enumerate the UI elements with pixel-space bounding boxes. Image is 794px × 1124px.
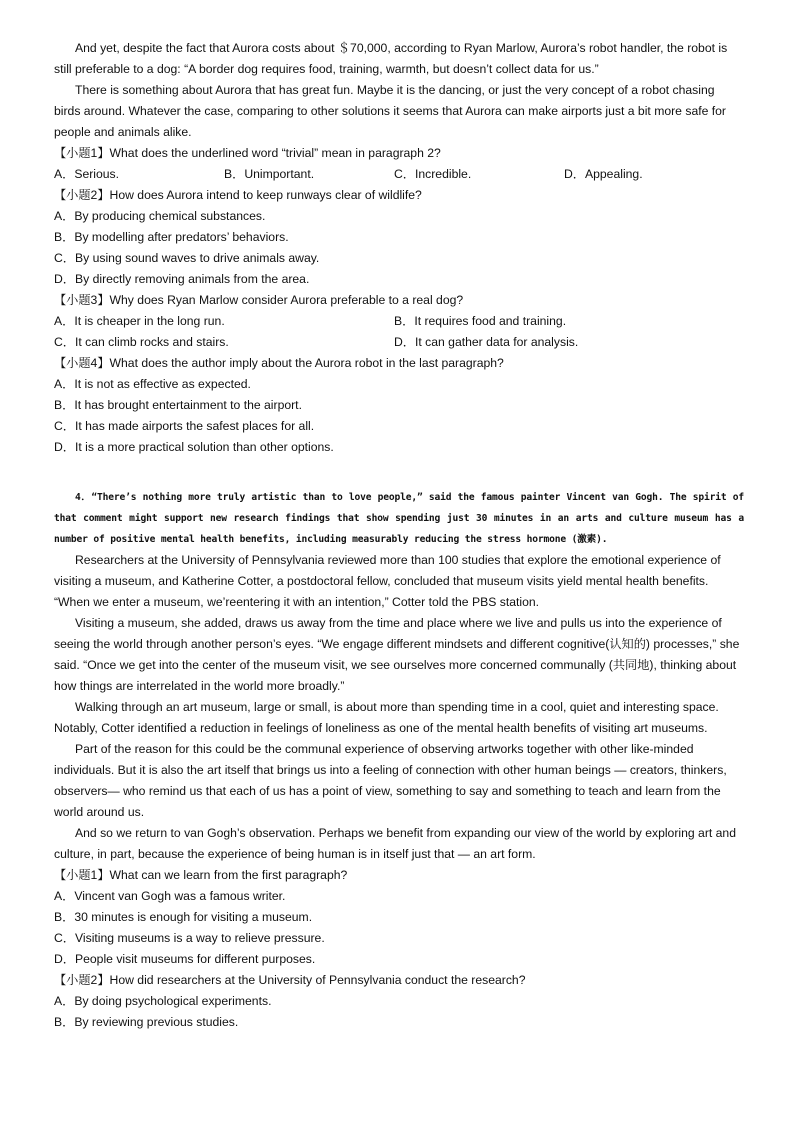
option-c: C．Visiting museums is a way to relieve pressure. [54, 931, 325, 945]
question-options [54, 311, 744, 332]
option-b: B．It requires food and training. [394, 314, 567, 328]
passage-4-paragraph: And so we return to van Gogh’s observation. Perhaps we benefit from expanding our view of the world by exploring art and culture, in part, because the experience of being human is in itself just that — an art form. [54, 826, 736, 861]
option-c: C．It can climb rocks and stairs. [54, 335, 229, 349]
option-b: B．30 minutes is enough for visiting a museum. [54, 910, 313, 924]
option-c: C．It has made airports the safest places for all. [54, 419, 315, 433]
passage-3-paragraph: There is something about Aurora that has great fun. Maybe it is the dancing, or just the very concept of a robot chasing birds around. Whatever the case, comparing to other solutions it seems that Aurora can make airports just a bit more safe for people and animals alike. [54, 83, 726, 139]
option-c: C．By using sound waves to drive animals away. [54, 251, 320, 265]
question-options [54, 332, 744, 353]
option-c: C．Incredible. [394, 167, 472, 181]
option-a: A．By doing psychological experiments. [54, 994, 272, 1008]
passage-4 [54, 487, 744, 1033]
question-stem: 【小题4】What does the author imply about the Aurora robot in the last paragraph? [54, 356, 504, 370]
passage-4-paragraph: Researchers at the University of Pennsylvania reviewed more than 100 studies that explore the emotional experience of visiting a museum, and Katherine Cotter, a postdoctoral fellow, concluded that museum visits yield mental health benefits. “When we enter a museum, we’reentering it with an intention,” Cotter told the PBS station. [54, 553, 721, 609]
passage-4-intro: 4．“There’s nothing more truly artistic than to love people,” said the famous painter Vincent van Gogh. The spirit of that comment might support new research findings that show spending just 30 minutes in an arts and culture museum has a number of positive mental health benefits, including measurably reducing the stress hormone (激素). [54, 492, 744, 545]
passage-4-paragraph: Visiting a museum, she added, draws us away from the time and place where we live and pulls us into the experience of seeing the world through another person’s eyes. “We engage different mindsets and different cognitive(认知的) processes,” she said. “Once we get into the center of the museum visit, we see ourselves more concerned communally (共同地), thinking about how things are interrelated in the world more broadly.” [54, 616, 740, 693]
question-stem: 【小题3】Why does Ryan Marlow consider Aurora preferable to a real dog? [54, 293, 464, 307]
question-options [54, 164, 744, 185]
option-d: D．By directly removing animals from the area. [54, 272, 310, 286]
option-a: A．It is cheaper in the long run. [54, 314, 225, 328]
passage-4-paragraph: Part of the reason for this could be the communal experience of observing artworks together with other like-minded individuals. But it is also the art itself that brings us into a feeling of connection with other human beings — creators, thinkers, observers— who remind us that each of us has a point of view, something to say and something to teach and learn from the world around us. [54, 742, 727, 819]
passage-3 [54, 38, 744, 458]
option-b: B．By modelling after predators’ behaviors. [54, 230, 289, 244]
option-b: B．Unimportant. [224, 167, 315, 181]
passage-3-paragraph: And yet, despite the fact that Aurora costs about ＄70,000, according to Ryan Marlow, Aurora’s robot handler, the robot is still preferable to a dog: “A border dog requires food, training, warmth, but doesn’t collect data for us.” [54, 41, 728, 76]
question-stem: 【小题1】What can we learn from the first paragraph? [54, 868, 348, 882]
option-a: A．It is not as effective as expected. [54, 377, 251, 391]
option-a: A．By producing chemical substances. [54, 209, 266, 223]
question-stem: 【小题2】How does Aurora intend to keep runways clear of wildlife? [54, 188, 422, 202]
option-a: A．Serious. [54, 167, 120, 181]
option-d: D．It can gather data for analysis. [394, 335, 579, 349]
option-b: B．It has brought entertainment to the airport. [54, 398, 302, 412]
option-b: B．By reviewing previous studies. [54, 1015, 239, 1029]
option-a: A．Vincent van Gogh was a famous writer. [54, 889, 286, 903]
option-d: D．Appealing. [564, 167, 643, 181]
question-stem: 【小题2】How did researchers at the University of Pennsylvania conduct the research? [54, 973, 526, 987]
option-d: D．People visit museums for different purposes. [54, 952, 316, 966]
option-d: D．It is a more practical solution than other options. [54, 440, 334, 454]
question-stem: 【小题1】What does the underlined word “trivial” mean in paragraph 2? [54, 146, 441, 160]
passage-4-paragraph: Walking through an art museum, large or small, is about more than spending time in a cool, quiet and interesting space. Notably, Cotter identified a reduction in feelings of loneliness as one of the mental health benefits of visiting art museums. [54, 700, 719, 735]
